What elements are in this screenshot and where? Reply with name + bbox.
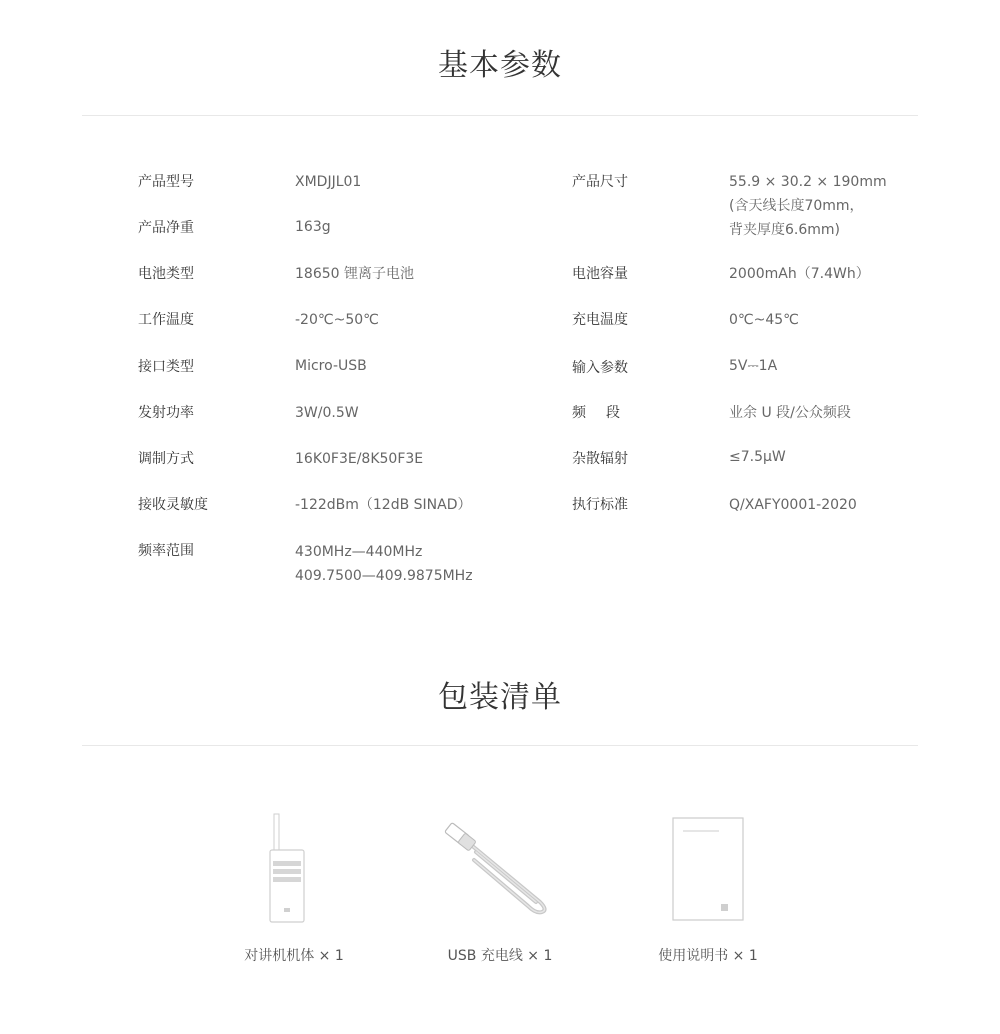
spec-label-modulation: 调制方式: [138, 451, 194, 467]
spec-value-battery-type: 18650 锂离子电池: [295, 266, 414, 282]
usb-cable-icon: [440, 822, 560, 917]
spec-label-frequency-range: 频率范围: [138, 543, 194, 559]
spec-label-weight: 产品净重: [138, 220, 194, 236]
spec-label-tx-power: 发射功率: [138, 405, 194, 421]
section-divider: [82, 745, 918, 746]
spec-value-weight: 163g: [295, 219, 331, 235]
spec-value-standard: Q/XAFY0001-2020: [729, 497, 857, 513]
spec-value-rx-sensitivity: -122dBm（12dB SINAD）: [295, 497, 472, 513]
section-divider: [82, 115, 918, 116]
spec-value-input: 5V⎓1A: [729, 358, 778, 374]
spec-label-spurious-emission: 杂散辐射: [572, 451, 628, 467]
package-item-label: USB 充电线 × 1: [447, 948, 553, 964]
spec-value-frequency-range-line2: 409.7500—409.9875MHz: [295, 568, 473, 584]
spec-value-band: 业余 U 段/公众频段: [729, 405, 851, 421]
spec-label-rx-sensitivity: 接收灵敏度: [138, 497, 208, 513]
spec-label-battery-capacity: 电池容量: [572, 266, 628, 282]
spec-label-dimensions: 产品尺寸: [572, 174, 628, 190]
spec-value-dimensions-line2: (含天线长度70mm，: [729, 198, 864, 214]
spec-value-tx-power: 3W/0.5W: [295, 405, 359, 421]
package-item-label: 对讲机机体 × 1: [244, 948, 344, 964]
spec-label-interface: 接口类型: [138, 359, 194, 375]
spec-value-operating-temp: -20℃~50℃: [295, 312, 379, 328]
spec-value-dimensions-line1: 55.9 × 30.2 × 190mm: [729, 174, 887, 190]
package-section-title: 包装清单: [438, 680, 562, 715]
package-item-walkie-talkie: [194, 812, 394, 928]
manual-booklet-icon: [671, 816, 745, 922]
spec-value-interface: Micro-USB: [295, 358, 367, 374]
spec-value-battery-capacity: 2000mAh（7.4Wh）: [729, 266, 870, 282]
package-item-manual: [608, 816, 808, 922]
spec-value-model: XMDJJL01: [295, 174, 362, 190]
walkie-talkie-icon: [264, 812, 324, 928]
spec-label-band: 频段: [572, 405, 640, 421]
package-item-label: 使用说明书 × 1: [658, 948, 758, 964]
spec-label-model: 产品型号: [138, 174, 194, 190]
spec-value-spurious-emission: ≤7.5μW: [729, 449, 786, 465]
spec-label-battery-type: 电池类型: [138, 266, 194, 282]
spec-value-modulation: 16K0F3E/8K50F3E: [295, 451, 424, 467]
package-item-usb-cable: [400, 822, 600, 917]
spec-value-frequency-range-line1: 430MHz—440MHz: [295, 544, 423, 560]
spec-label-standard: 执行标准: [572, 497, 628, 513]
specs-section-title: 基本参数: [438, 48, 562, 83]
spec-label-input: 输入参数: [572, 360, 628, 376]
spec-label-operating-temp: 工作温度: [138, 312, 194, 328]
spec-value-charging-temp: 0℃~45℃: [729, 312, 799, 328]
spec-value-dimensions-line3: 背夹厚度6.6mm): [729, 222, 841, 238]
spec-label-charging-temp: 充电温度: [572, 312, 628, 328]
